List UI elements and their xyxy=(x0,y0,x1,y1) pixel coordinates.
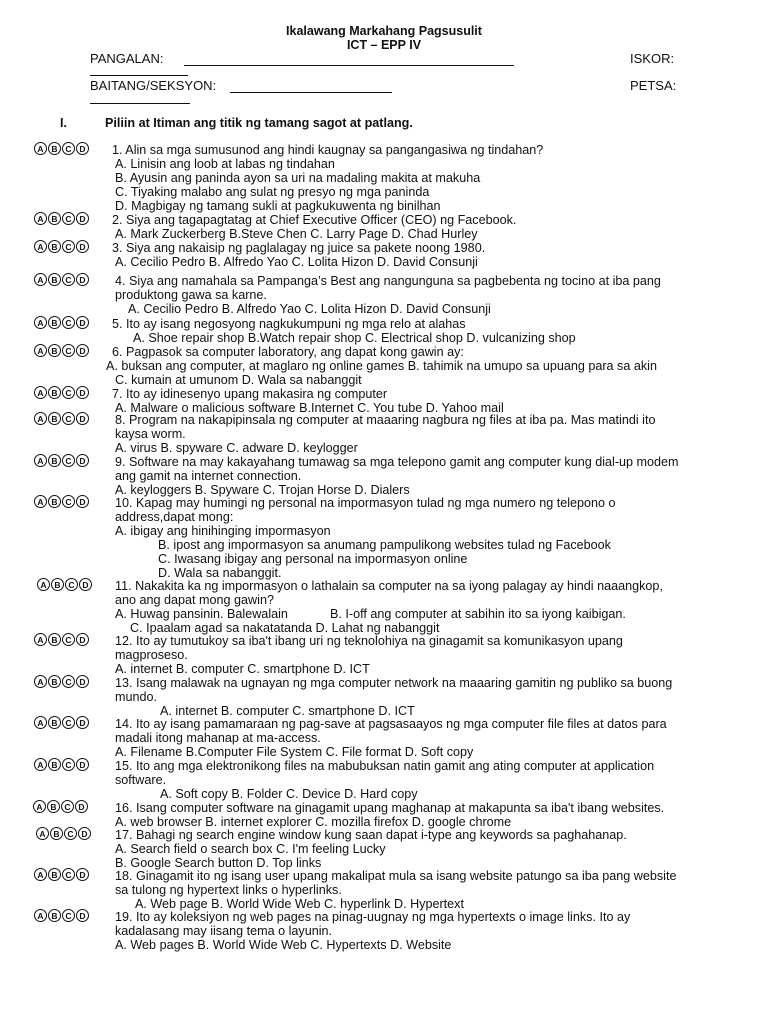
answer-bubble-d[interactable]: D xyxy=(76,454,89,467)
answer-bubble-b[interactable]: B xyxy=(48,212,61,225)
answer-bubble-a[interactable]: A xyxy=(34,344,47,357)
question-line: 18. Ginagamit ito ng isang user upang makalipat mula sa isang website patungo sa iba pang website xyxy=(115,869,677,883)
question-line: 2. Siya ang tagapagtatag at Chief Executive Officer (CEO) ng Facebook. xyxy=(112,213,517,227)
question-line: 11. Nakakita ka ng impormasyon o lathalain sa computer na sa iyong palagay ay hindi naaangkop, xyxy=(115,579,663,593)
question-line: B. I-off ang computer at sabihin ito sa iyong kaibigan. xyxy=(330,607,626,621)
answer-bubble-d[interactable]: D xyxy=(76,412,89,425)
question-line: A. web browser B. internet explorer C. mozilla firefox D. google chrome xyxy=(115,815,512,829)
answer-bubble-c[interactable]: C xyxy=(62,909,75,922)
answer-bubble-d[interactable]: D xyxy=(76,868,89,881)
answer-bubble-a[interactable]: A xyxy=(34,454,47,467)
question-line: sa tulong ng hypertext links o hyperlinks. xyxy=(115,883,342,897)
answer-bubble-group xyxy=(34,316,90,329)
answer-bubble-c[interactable]: C xyxy=(62,316,75,329)
answer-bubble-group xyxy=(34,495,90,508)
question-line: 8. Program na nakapipinsala ng computer at maaaring nagbura ng files at iba pa. Mas matindi ito xyxy=(115,413,656,427)
answer-bubble-d[interactable]: D xyxy=(76,675,89,688)
answer-bubble-d[interactable]: D xyxy=(75,800,88,813)
answer-bubble-c[interactable]: C xyxy=(64,827,77,840)
question-line: 1. Alin sa mga sumusunod ang hindi kaugnay sa pangangasiwa ng tindahan? xyxy=(112,143,544,157)
answer-bubble-d[interactable]: D xyxy=(76,909,89,922)
answer-bubble-c[interactable]: C xyxy=(62,240,75,253)
question-line: 4. Siya ang namahala sa Pampanga’s Best ang nangunguna sa pagbebenta ng tocino at iba pang xyxy=(115,274,661,288)
answer-bubble-b[interactable]: B xyxy=(48,412,61,425)
answer-bubble-group xyxy=(34,633,90,646)
answer-bubble-b[interactable]: B xyxy=(51,578,64,591)
question-line: A. internet B. computer C. smartphone D. ICT xyxy=(160,704,415,718)
instruction-number: I. xyxy=(60,116,67,130)
answer-bubble-b[interactable]: B xyxy=(48,273,61,286)
answer-bubble-d[interactable]: D xyxy=(76,344,89,357)
answer-bubble-c[interactable]: C xyxy=(62,758,75,771)
answer-bubble-group xyxy=(34,142,90,155)
answer-bubble-b[interactable]: B xyxy=(48,316,61,329)
answer-bubble-group xyxy=(34,675,90,688)
question-line: A. Filename B.Computer File System C. File format D. Soft copy xyxy=(115,745,474,759)
answer-bubble-group xyxy=(34,212,90,225)
question-line: 16. Isang computer software na ginagamit upang maghanap at makapunta sa iba't ibang websites. xyxy=(115,801,665,815)
answer-bubble-b[interactable]: B xyxy=(48,633,61,646)
question-line: B. ipost ang impormasyon sa anumang pampulikong websites tulad ng Facebook xyxy=(158,538,611,552)
answer-bubble-a[interactable]: A xyxy=(36,827,49,840)
answer-bubble-group xyxy=(34,412,90,425)
answer-bubble-group xyxy=(34,273,90,286)
answer-bubble-group xyxy=(34,758,90,771)
answer-bubble-a[interactable]: A xyxy=(34,386,47,399)
answer-bubble-b[interactable]: B xyxy=(48,758,61,771)
question-line: produktong gawa sa karne. xyxy=(115,288,267,302)
question-line: 9. Software na may kakayahang tumawag sa mga telepono gamit ang computer kung dial-up modem xyxy=(115,455,679,469)
answer-bubble-c[interactable]: C xyxy=(62,212,75,225)
answer-bubble-c[interactable]: C xyxy=(62,344,75,357)
question-line: A. Web pages B. World Wide Web C. Hypertexts D. Website xyxy=(115,938,452,952)
question-line: madali itong mahanap at ma-access. xyxy=(115,731,321,745)
instruction-text: Piliin at Itiman ang titik ng tamang sagot at patlang. xyxy=(105,116,413,130)
answer-bubble-d[interactable]: D xyxy=(76,716,89,729)
question-line: B. Ayusin ang paninda ayon sa uri na madaling makita at makuha xyxy=(115,171,481,185)
question-line: 14. Ito ay isang pamamaraan ng pag-save at pagsasaayos ng mga computer file files at datos para xyxy=(115,717,667,731)
question-line: C. Iwasang ibigay ang personal na impormasyon online xyxy=(158,552,468,566)
answer-bubble-group xyxy=(36,827,92,840)
answer-bubble-d[interactable]: D xyxy=(76,758,89,771)
answer-bubble-a[interactable]: A xyxy=(34,273,47,286)
iskor-line[interactable] xyxy=(90,75,188,76)
iskor-label: ISKOR: xyxy=(630,51,675,66)
answer-bubble-c[interactable]: C xyxy=(62,868,75,881)
answer-bubble-b[interactable]: B xyxy=(48,675,61,688)
answer-bubble-group xyxy=(34,716,90,729)
question-line: 7. Ito ay idinesenyo upang makasira ng computer xyxy=(112,387,388,401)
answer-bubble-b[interactable]: B xyxy=(48,495,61,508)
answer-bubble-group xyxy=(34,909,90,922)
question-line: 6. Pagpasok sa computer laboratory, ang dapat kong gawin ay: xyxy=(112,345,464,359)
question-line: A. Mark Zuckerberg B.Steve Chen C. Larry Page D. Chad Hurley xyxy=(115,227,478,241)
answer-bubble-b[interactable]: B xyxy=(48,344,61,357)
answer-bubble-c[interactable]: C xyxy=(62,633,75,646)
question-line: C. Tiyaking malabo ang sulat ng presyo ng mga paninda xyxy=(115,185,430,199)
question-line: A. Cecilio Pedro B. Alfredo Yao C. Lolita Hizon D. David Consunji xyxy=(115,255,478,269)
question-line: A. Soft copy B. Folder C. Device D. Hard copy xyxy=(160,787,418,801)
question-line: A. Web page B. World Wide Web C. hyperlink D. Hypertext xyxy=(135,897,464,911)
answer-bubble-b[interactable]: B xyxy=(48,909,61,922)
answer-bubble-b[interactable]: B xyxy=(50,827,63,840)
pangalan-line[interactable] xyxy=(184,65,514,66)
pangalan-label: PANGALAN: xyxy=(90,51,164,66)
answer-bubble-b[interactable]: B xyxy=(48,454,61,467)
answer-bubble-c[interactable]: C xyxy=(62,454,75,467)
question-line: A. Cecilio Pedro B. Alfredo Yao C. Lolita Hizon D. David Consunji xyxy=(128,302,491,316)
answer-bubble-a[interactable]: A xyxy=(34,316,47,329)
question-line: C. Ipaalam agad sa nakatatanda D. Lahat ng nabanggit xyxy=(130,621,440,635)
question-line: address,dapat mong: xyxy=(115,510,234,524)
answer-bubble-a[interactable]: A xyxy=(34,868,47,881)
question-line: software. xyxy=(115,773,167,787)
answer-bubble-a[interactable]: A xyxy=(34,716,47,729)
answer-bubble-d[interactable]: D xyxy=(76,316,89,329)
question-line: 17. Bahagi ng search engine window kung saan dapat i-type ang keywords sa paghahanap. xyxy=(115,828,627,842)
answer-bubble-d[interactable]: D xyxy=(76,386,89,399)
answer-bubble-d[interactable]: D xyxy=(76,495,89,508)
answer-bubble-c[interactable]: C xyxy=(62,412,75,425)
question-line: A. Huwag pansinin. Balewalain xyxy=(115,607,288,621)
answer-bubble-d[interactable]: D xyxy=(76,212,89,225)
question-line: 10. Kapag may humingi ng personal na impormasyon tulad ng mga numero ng telepono o xyxy=(115,496,616,510)
answer-bubble-b[interactable]: B xyxy=(48,868,61,881)
question-line: 13. Isang malawak na ugnayan ng mga computer network na maaaring gamitin ng publiko sa buong xyxy=(115,676,673,690)
answer-bubble-d[interactable]: D xyxy=(79,578,92,591)
answer-bubble-a[interactable]: A xyxy=(34,142,47,155)
question-line: B. Google Search button D. Top links xyxy=(115,856,322,870)
answer-bubble-c[interactable]: C xyxy=(65,578,78,591)
question-line: 3. Siya ang nakaisip ng paglalagay ng juice sa pakete noong 1980. xyxy=(112,241,486,255)
answer-bubble-c[interactable]: C xyxy=(62,495,75,508)
answer-bubble-a[interactable]: A xyxy=(34,495,47,508)
question-line: A. virus B. spyware C. adware D. keylogger xyxy=(115,441,358,455)
answer-bubble-group xyxy=(34,454,90,467)
answer-bubble-c[interactable]: C xyxy=(61,800,74,813)
answer-bubble-d[interactable]: D xyxy=(78,827,91,840)
answer-bubble-d[interactable]: D xyxy=(76,142,89,155)
question-line: mundo. xyxy=(115,690,158,704)
answer-bubble-b[interactable]: B xyxy=(48,240,61,253)
question-line: D. Magbigay ng tamang sukli at pagkukuwenta ng binilhan xyxy=(115,199,441,213)
petsa-label: PETSA: xyxy=(630,78,677,93)
question-line: A. Malware o malicious software B.Internet C. You tube D. Yahoo mail xyxy=(115,401,504,415)
answer-bubble-b[interactable]: B xyxy=(48,386,61,399)
answer-bubble-a[interactable]: A xyxy=(34,758,47,771)
question-line: 15. Ito ang mga elektronikong files na mabubuksan natin gamit ang ating computer at application xyxy=(115,759,655,773)
answer-bubble-a[interactable]: A xyxy=(34,909,47,922)
question-line: C. kumain at umunom D. Wala sa nabanggit xyxy=(115,373,362,387)
answer-bubble-c[interactable]: C xyxy=(62,675,75,688)
question-line: ang gamit na internet connection. xyxy=(115,469,302,483)
question-line: A. Linisin ang loob at labas ng tindahan xyxy=(115,157,335,171)
answer-bubble-group xyxy=(33,800,89,813)
answer-bubble-c[interactable]: C xyxy=(62,273,75,286)
exam-subtitle: ICT – EPP IV xyxy=(346,38,422,52)
answer-bubble-c[interactable]: C xyxy=(62,142,75,155)
answer-bubble-a[interactable]: A xyxy=(37,578,50,591)
answer-bubble-d[interactable]: D xyxy=(76,273,89,286)
question-line: A. Shoe repair shop B.Watch repair shop C. Electrical shop D. vulcanizing shop xyxy=(133,331,576,345)
question-line: A. Search field o search box C. I'm feeling Lucky xyxy=(115,842,386,856)
question-line: ano ang dapat mong gawin? xyxy=(115,593,274,607)
answer-bubble-b[interactable]: B xyxy=(47,800,60,813)
answer-bubble-c[interactable]: C xyxy=(62,386,75,399)
answer-bubble-a[interactable]: A xyxy=(34,212,47,225)
question-line: kadalasang may iisang tema o layunin. xyxy=(115,924,333,938)
baitang-line[interactable] xyxy=(230,92,392,93)
answer-bubble-group xyxy=(34,868,90,881)
answer-bubble-a[interactable]: A xyxy=(33,800,46,813)
answer-bubble-group xyxy=(34,344,90,357)
answer-bubble-a[interactable]: A xyxy=(34,675,47,688)
answer-bubble-a[interactable]: A xyxy=(34,633,47,646)
answer-bubble-b[interactable]: B xyxy=(48,716,61,729)
baitang-label: BAITANG/SEKSYON: xyxy=(90,78,217,93)
question-line: magproseso. xyxy=(115,648,188,662)
question-line: 12. Ito ay tumutukoy sa iba't ibang uri ng teknolohiya na ginagamit sa komunikasyon upang xyxy=(115,634,623,648)
question-line: 19. Ito ay koleksiyon ng web pages na pinag-uugnay ng mga hypertexts o image links. Ito ay xyxy=(115,910,631,924)
answer-bubble-group xyxy=(37,578,93,591)
answer-bubble-a[interactable]: A xyxy=(34,412,47,425)
petsa-line[interactable] xyxy=(90,103,190,104)
question-line: D. Wala sa nabanggit. xyxy=(158,566,282,580)
question-line: A. buksan ang computer, at maglaro ng online games B. tahimik na umupo sa upuang para sa akin xyxy=(106,359,657,373)
answer-bubble-d[interactable]: D xyxy=(76,240,89,253)
answer-bubble-c[interactable]: C xyxy=(62,716,75,729)
answer-bubble-group xyxy=(34,386,90,399)
exam-title: Ikalawang Markahang Pagsusulit xyxy=(286,24,482,38)
answer-bubble-d[interactable]: D xyxy=(76,633,89,646)
question-line: A. internet B. computer C. smartphone D. ICT xyxy=(115,662,370,676)
answer-bubble-b[interactable]: B xyxy=(48,142,61,155)
question-line: A. ibigay ang hinihinging impormasyon xyxy=(115,524,331,538)
answer-bubble-a[interactable]: A xyxy=(34,240,47,253)
question-line: A. keyloggers B. Spyware C. Trojan Horse D. Dialers xyxy=(115,483,410,497)
question-line: 5. Ito ay isang negosyong nagkukumpuni ng mga relo at alahas xyxy=(112,317,466,331)
question-line: kaysa worm. xyxy=(115,427,186,441)
answer-bubble-group xyxy=(34,240,90,253)
